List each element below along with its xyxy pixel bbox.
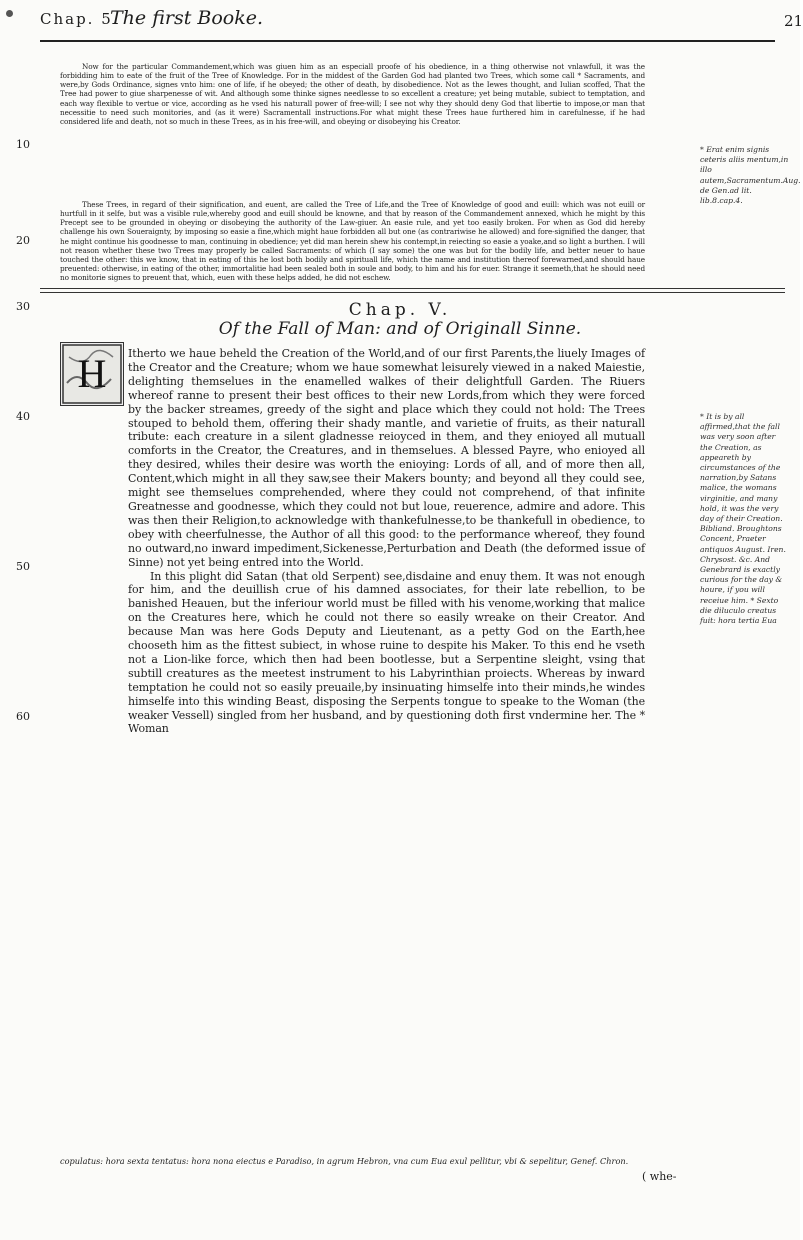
- svg-text:H: H: [77, 351, 107, 396]
- body-paragraph-commandement: [60, 62, 645, 126]
- running-header: [40, 7, 803, 40]
- chapter-paragraph-2: In this plight did Satan (that old Serpent) see,disdaine and enuy them. It was not enough for him, and the deuillish crue of his damned associates, for their late rebellion, to be banished Heauen, but the inferiour world must be filled with his venome,working that malice on the Creatures here, which he could not there so easily wreake on their Creator. And because Man was here Gods Deputy and Lieutenant, as a petty God on the Earth,hee chooseth him as the fittest subiect, in whose ruine to despite his Maker. To this end he vseth not a Lion-like force, which then had been bootlesse, but a Serpentine sleight, vsing that subtill creatures as the meetest instrument to his Labyrinthian proiects. Whereas by inward temptation he could not so easily preuaile,by insinuating himselfe into their minds,he windes himselfe into this winding Beast, disposing the Serpents tongue to speake to the Woman (the weaker Vessell) singled from her husband, and by questioning doth first vndermine her. The * Woman: [128, 569, 645, 736]
- chapter-paragraph: [60, 347, 645, 736]
- body-paragraph-trees: [60, 200, 645, 282]
- chapter-label: Chap. 5.: [40, 10, 120, 28]
- line-number: 60: [16, 710, 30, 723]
- catchword: ( whe-: [642, 1170, 677, 1183]
- margin-note-sacraments: * Erat enim signis ceteris aliis mentum,in illo autem,Sacramentum.Aug. de Gen.ad lit. lib.8.cap.4.: [700, 145, 801, 206]
- running-title: The first Booke.: [110, 7, 264, 29]
- page-number: 21: [784, 12, 803, 30]
- paragraph-1: Now for the particular Commandement,which was giuen him as an especiall proofe of his obedience, in a thing otherwise not vnlawfull, it was the forbidding him to eate of the fruit of the Tree of Knowledge. For in the middest of the Garden God had planted two Trees, which some call * Sacraments, and were,by Gods Ordinance, signes vnto him: one of life, if he obeyed; the other of death, by disobedience. Not as the Iewes thought, and Iulian scoffed, That the Tree had power to giue sharpenesse of wit. And although some thinke signes needlesse to so excellent a creature; yet being mutable, subiect to temptation, and each way flexible to vertue or vice, according as he vsed his naturall power of free-will; I see not why they should deny God that libertie to impose,or man that necessitie to need such monitories, and (as it were) Sacramentall instructions.For what might these Trees haue furthered him in carefulnesse, if he had considered life and death, not so much in these Trees, as in his free-will, and obeying or disobeying his Creator.: [60, 62, 645, 126]
- line-number: 50: [16, 560, 30, 573]
- header-rule: [40, 40, 775, 42]
- paragraph-2: These Trees, in regard of their signification, and euent, are called the Tree of Life,and the Tree of Knowledge of good and euill: which was not euill or hurtfull in it selfe, but was a visible rule,whereby good and euill should be knowne, and that by reason of the Commandement annexed, which he might by this Precept see to be grounded in obeying or disobeying the authority of the Law-giuer. An easie rule, and yet too easily broken. For when as God did hereby challenge his own Soueraignty, by imposing so easie a fine,which might haue forbidden all but one (as contrariwise he allowed) and fore-signified the danger, that he might continue his goodnesse to man, continuing in obedience; yet did man herein shew his contempt,in reiecting so easie a yoake,and so light a burthen. I will not reason whether these two Trees may properly be called Sacraments: of which (I say some) the one was but for the bodily life, and better neuer to haue touched the other: this we know, that in eating of this he lost both bodily and spirituall life, which the name and institution thereof forewarned,and should haue preuented: otherwise, in eating of the other, immortalitie had been sealed both in soule and body, to him and his for euer. Strange it seemeth,that he should need no monitorie signes to preuent that, which, euen with these helps added, he did not eschew.: [60, 200, 645, 283]
- chapter-paragraph-1: Itherto we haue beheld the Creation of the World,and of our first Parents,the liuely Images of the Creator and the Creature; whom we haue somewhat leisurely viewed in a naked Maiestie, delighting themselues in the enamelled walkes of their delightfull Garden. The Riuers whereof ranne to present their best offices to their new Lords,from which they were forced by the backer streames, greedy of the sight and place which they could not hold: The Trees stouped to behold them, offering their shady mantle, and varietie of fruits, as their naturall tribute: each creature in a silent gladnesse reioyced in them, and they enioyed all mutuall comforts in the Creator, the Creatures, and in themselues. A blessed Payre, who enioyed all they desired, whiles their desire was worth the enioying: Lords of all, and of more then all, Content,which might in all they saw,see their Makers bounty; and beyond all they could see, might see themselues comprehended, where they could not comprehend, of that infinite Greatnesse and goodnesse, which they could not but loue, reuerence, admire and adore. This was then their Religion,to acknowledge with thankefulnesse,to be thankefull in obedience, to obey with cheerfulnesse, the Author of all this good: to the performance whereof, they found no outward,no inward impediment,Sickenesse,Perturbation and Death (the deformed issue of Sinne) not yet being entred into the World.: [128, 347, 645, 569]
- line-number: 10: [16, 138, 30, 151]
- ink-speck: [6, 10, 13, 17]
- chapter-heading: Chap. V.: [348, 300, 452, 320]
- line-number: 40: [16, 410, 30, 423]
- line-number: 20: [16, 234, 30, 247]
- line-number: 30: [16, 300, 30, 313]
- chapter-subtitle: Of the Fall of Man: and of Originall Sinne.: [218, 319, 582, 339]
- margin-note-fall: * It is by all affirmed,that the fall was very soon after the Creation, as appeareth by circumstances of the narration,by Satans malice, the womans virginitie, and many hold, it was the very day of their Creation. Bibliand. Broughtons Concent, Praeter antiquos August. Iren. Chrysost. &c. And Genebrard is exactly curious for the day & houre, if you will receiue him. * Sexto die diluculo creatus fuit: hora tertia Eua: [700, 412, 786, 626]
- footnote: copulatus: hora sexta tentatus: hora nona eiectus e Paradiso, in agrum Hebron, vna cum Eua exul pellitur, vbi & sepelitur, Genef. Chron.: [60, 1156, 629, 1166]
